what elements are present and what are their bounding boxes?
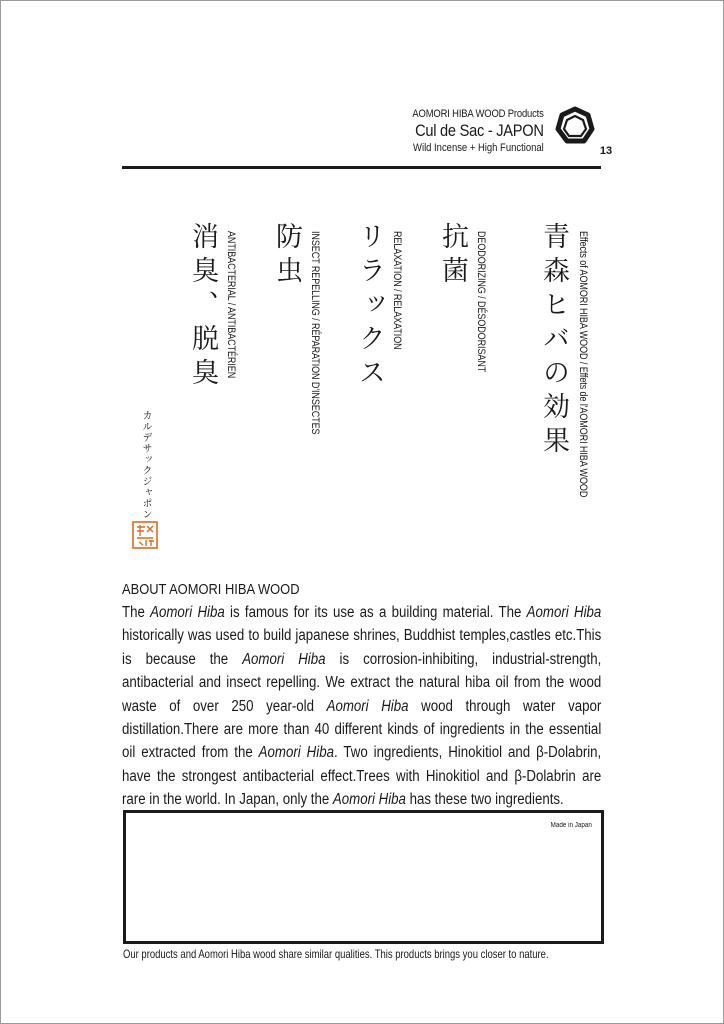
deodorizing-subtitle: DEODORIZING / DÉSODORISANT [475, 231, 487, 373]
deodorizing-japanese: 抗菌 [437, 222, 468, 290]
aomori-hiba-term: Aomori Hiba [150, 604, 225, 621]
brand-line-products: AOMORI HIBA WOOD Products [412, 108, 544, 120]
antibacterial-subtitle: ANTIBACTERIAL / ANTIBACTÉRIEN [225, 231, 237, 379]
made-in-label: Made in Japan [550, 822, 592, 829]
brand-tagline: Wild Incense + High Functional [413, 142, 544, 154]
aomori-hiba-term: Aomori Hiba [332, 791, 406, 809]
aomori-hiba-term: Aomori Hiba [242, 650, 326, 668]
signature-japanese: カルデサックジャポン [140, 410, 151, 520]
brand-header [391, 107, 544, 155]
about-title: ABOUT AOMORI HIBA WOOD [122, 581, 300, 598]
about-paragraph: The Aomori Hiba is famous for its use as a building material. The Aomori Hiba historically was used to build japanese shrines, Buddhist temples,castles etc.This is because the Aomori Hiba is corrosion-inhibiting, industrial-strength, antibacterial and insect repelling. We extract the natural hiba oil from the wood waste of over 250 year-old Aomori Hiba wood through water vapor distillation.There are more than 40 different kinds of ingredients in the essential oil extracted from the Aomori Hiba. Two ingredients, Hinokitiol and β-Dolabrin, have the strongest antibacterial effect.Trees with Hinokitiol and β-Dolabrin are rare in the world. In Japan, only the Aomori Hiba has these two ingredients. [122, 604, 602, 809]
logo-mark-text: 13 [599, 145, 613, 157]
title-japanese: 青森ヒバの効果 [538, 222, 569, 460]
brand-name: Cul de Sac - JAPON [415, 121, 544, 140]
aomori-hiba-term: Aomori Hiba [526, 604, 602, 621]
footer-text: Our products and Aomori Hiba wood share similar qualities. This products brings you closer to nature. [123, 947, 549, 961]
insect-subtitle: INSECT REPELLING / RÉPARATION D'INSECTES [309, 231, 321, 435]
aomori-hiba-term: Aomori Hiba [326, 697, 409, 715]
heptagon-logo-icon [548, 106, 620, 166]
header-rule [122, 166, 601, 169]
relaxation-japanese: リラックス [354, 222, 385, 392]
relaxation-subtitle: RELAXATION / RELAXATION [391, 231, 403, 350]
aomori-hiba-term: Aomori Hiba [258, 744, 334, 762]
title-subtitle: Effects of AOMORI HIBA WOOD / Effets de l'AOMORI HIBA WOOD [577, 231, 589, 498]
insect-japanese: 防虫 [271, 222, 302, 290]
seal-stamp-icon [131, 520, 159, 550]
antibacterial-japanese: 消臭、脱臭 [187, 222, 218, 392]
label-box [123, 810, 604, 944]
